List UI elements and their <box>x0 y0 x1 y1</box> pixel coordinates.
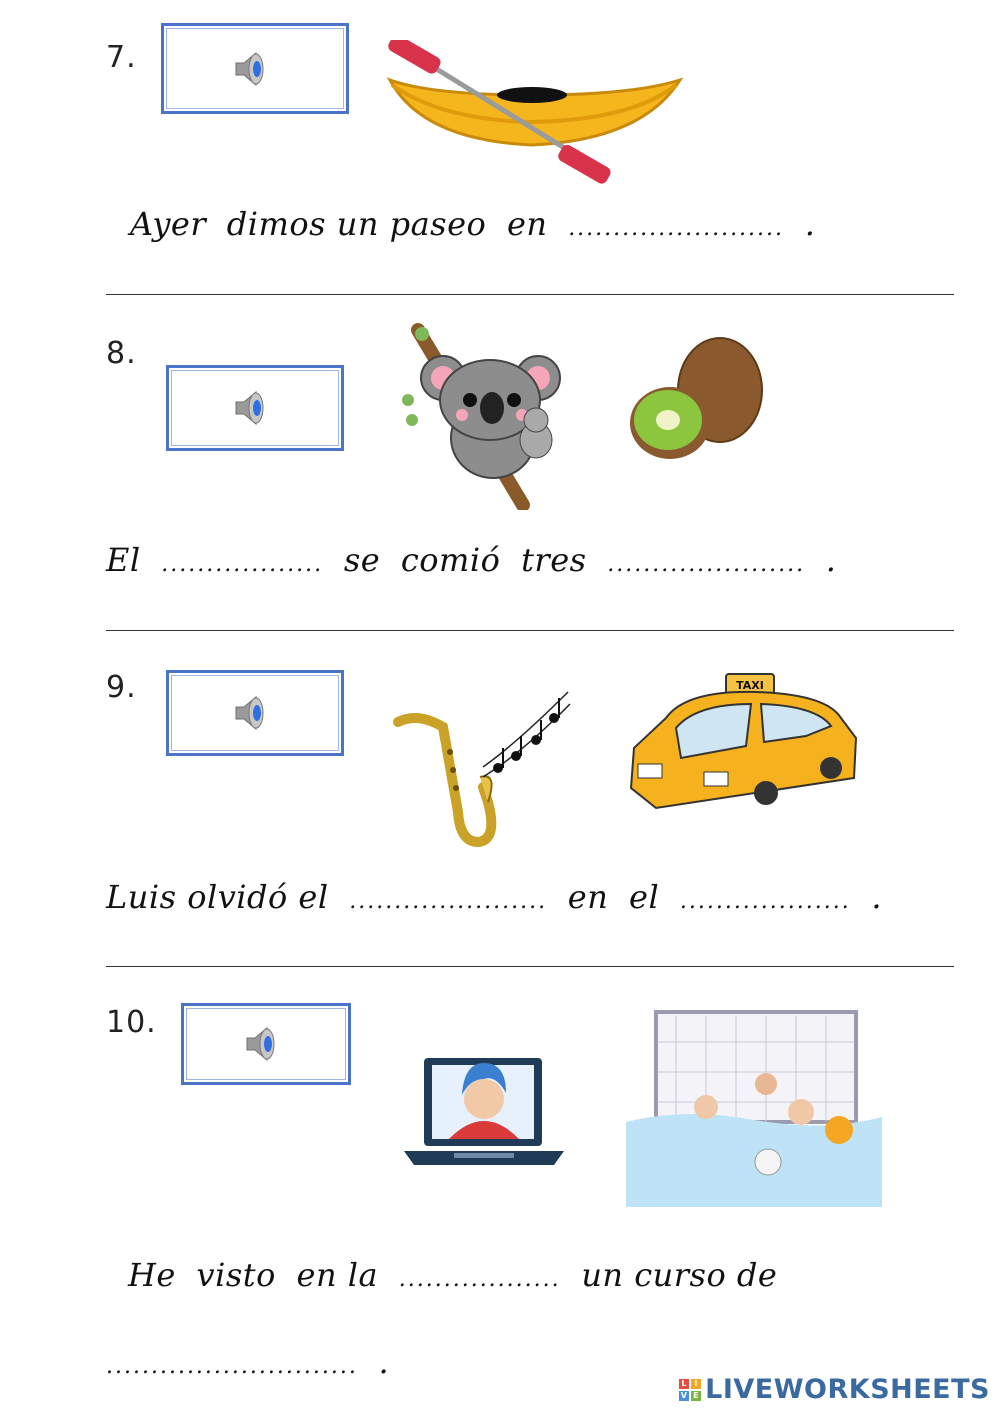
sentence-word: Ayer <box>130 205 207 243</box>
sentence-period: . <box>825 541 837 579</box>
sentence-word: Luis olvidó el <box>106 878 329 916</box>
logo-icon: L I V E <box>679 1379 701 1401</box>
speaker-icon <box>232 693 278 733</box>
section-divider <box>106 966 954 967</box>
sentence-word: se <box>343 541 381 579</box>
sentence-word: visto <box>196 1256 276 1294</box>
sentence-period: . <box>871 878 883 916</box>
audio-play-button-8[interactable] <box>166 365 344 451</box>
sentence-10-line1 <box>128 1256 787 1294</box>
sentence-period: . <box>804 205 816 243</box>
speaker-icon <box>232 388 278 428</box>
waterpolo-icon <box>626 1002 882 1207</box>
answer-blank-10b[interactable]: ............................ <box>106 1354 358 1379</box>
sentence-8 <box>106 541 846 579</box>
answer-blank-8a[interactable]: .................. <box>161 552 324 577</box>
audio-play-button-10[interactable] <box>181 1003 351 1085</box>
sentence-word: en la <box>296 1256 379 1294</box>
sentence-word: un curso de <box>581 1256 778 1294</box>
exercise-number-7: 7. <box>106 40 137 75</box>
section-divider <box>106 294 954 295</box>
sentence-word: He <box>128 1256 176 1294</box>
speaker-icon <box>243 1024 289 1064</box>
answer-blank-10a[interactable]: .................. <box>398 1267 561 1292</box>
sentence-word: tres <box>521 541 587 579</box>
koala-icon <box>398 320 568 510</box>
exercise-number-10: 10. <box>106 1005 157 1040</box>
sentence-word: dimos un paseo <box>226 205 487 243</box>
logo-text: LIVEWORKSHEETS <box>705 1374 990 1405</box>
svg-text:TAXI: TAXI <box>736 679 764 692</box>
answer-blank-9b[interactable]: ................... <box>679 889 851 914</box>
sentence-word: comió <box>400 541 501 579</box>
exercise-number-9: 9. <box>106 670 137 705</box>
exercise-number-8: 8. <box>106 336 137 371</box>
kiwi-icon <box>628 335 768 465</box>
sentence-word: en <box>567 878 609 916</box>
liveworksheets-logo[interactable] <box>679 1374 990 1405</box>
sentence-word: en <box>506 205 548 243</box>
sentence-10-line2 <box>106 1343 399 1381</box>
sentence-word: el <box>629 878 660 916</box>
answer-blank-9a[interactable]: ...................... <box>349 889 548 914</box>
sentence-period: . <box>378 1343 390 1381</box>
sentence-9 <box>106 878 892 916</box>
sentence-word: El <box>106 541 141 579</box>
kayak-icon <box>382 40 712 190</box>
speaker-icon <box>232 49 278 89</box>
laptop-icon <box>404 1033 564 1183</box>
sentence-7 <box>130 205 825 243</box>
audio-play-button-7[interactable] <box>161 23 349 114</box>
answer-blank-8b[interactable]: ...................... <box>607 552 806 577</box>
saxophone-icon <box>388 682 578 854</box>
answer-blank-7[interactable]: ........................ <box>568 216 785 241</box>
audio-play-button-9[interactable] <box>166 670 344 756</box>
taxi-icon <box>626 668 861 818</box>
section-divider <box>106 630 954 631</box>
